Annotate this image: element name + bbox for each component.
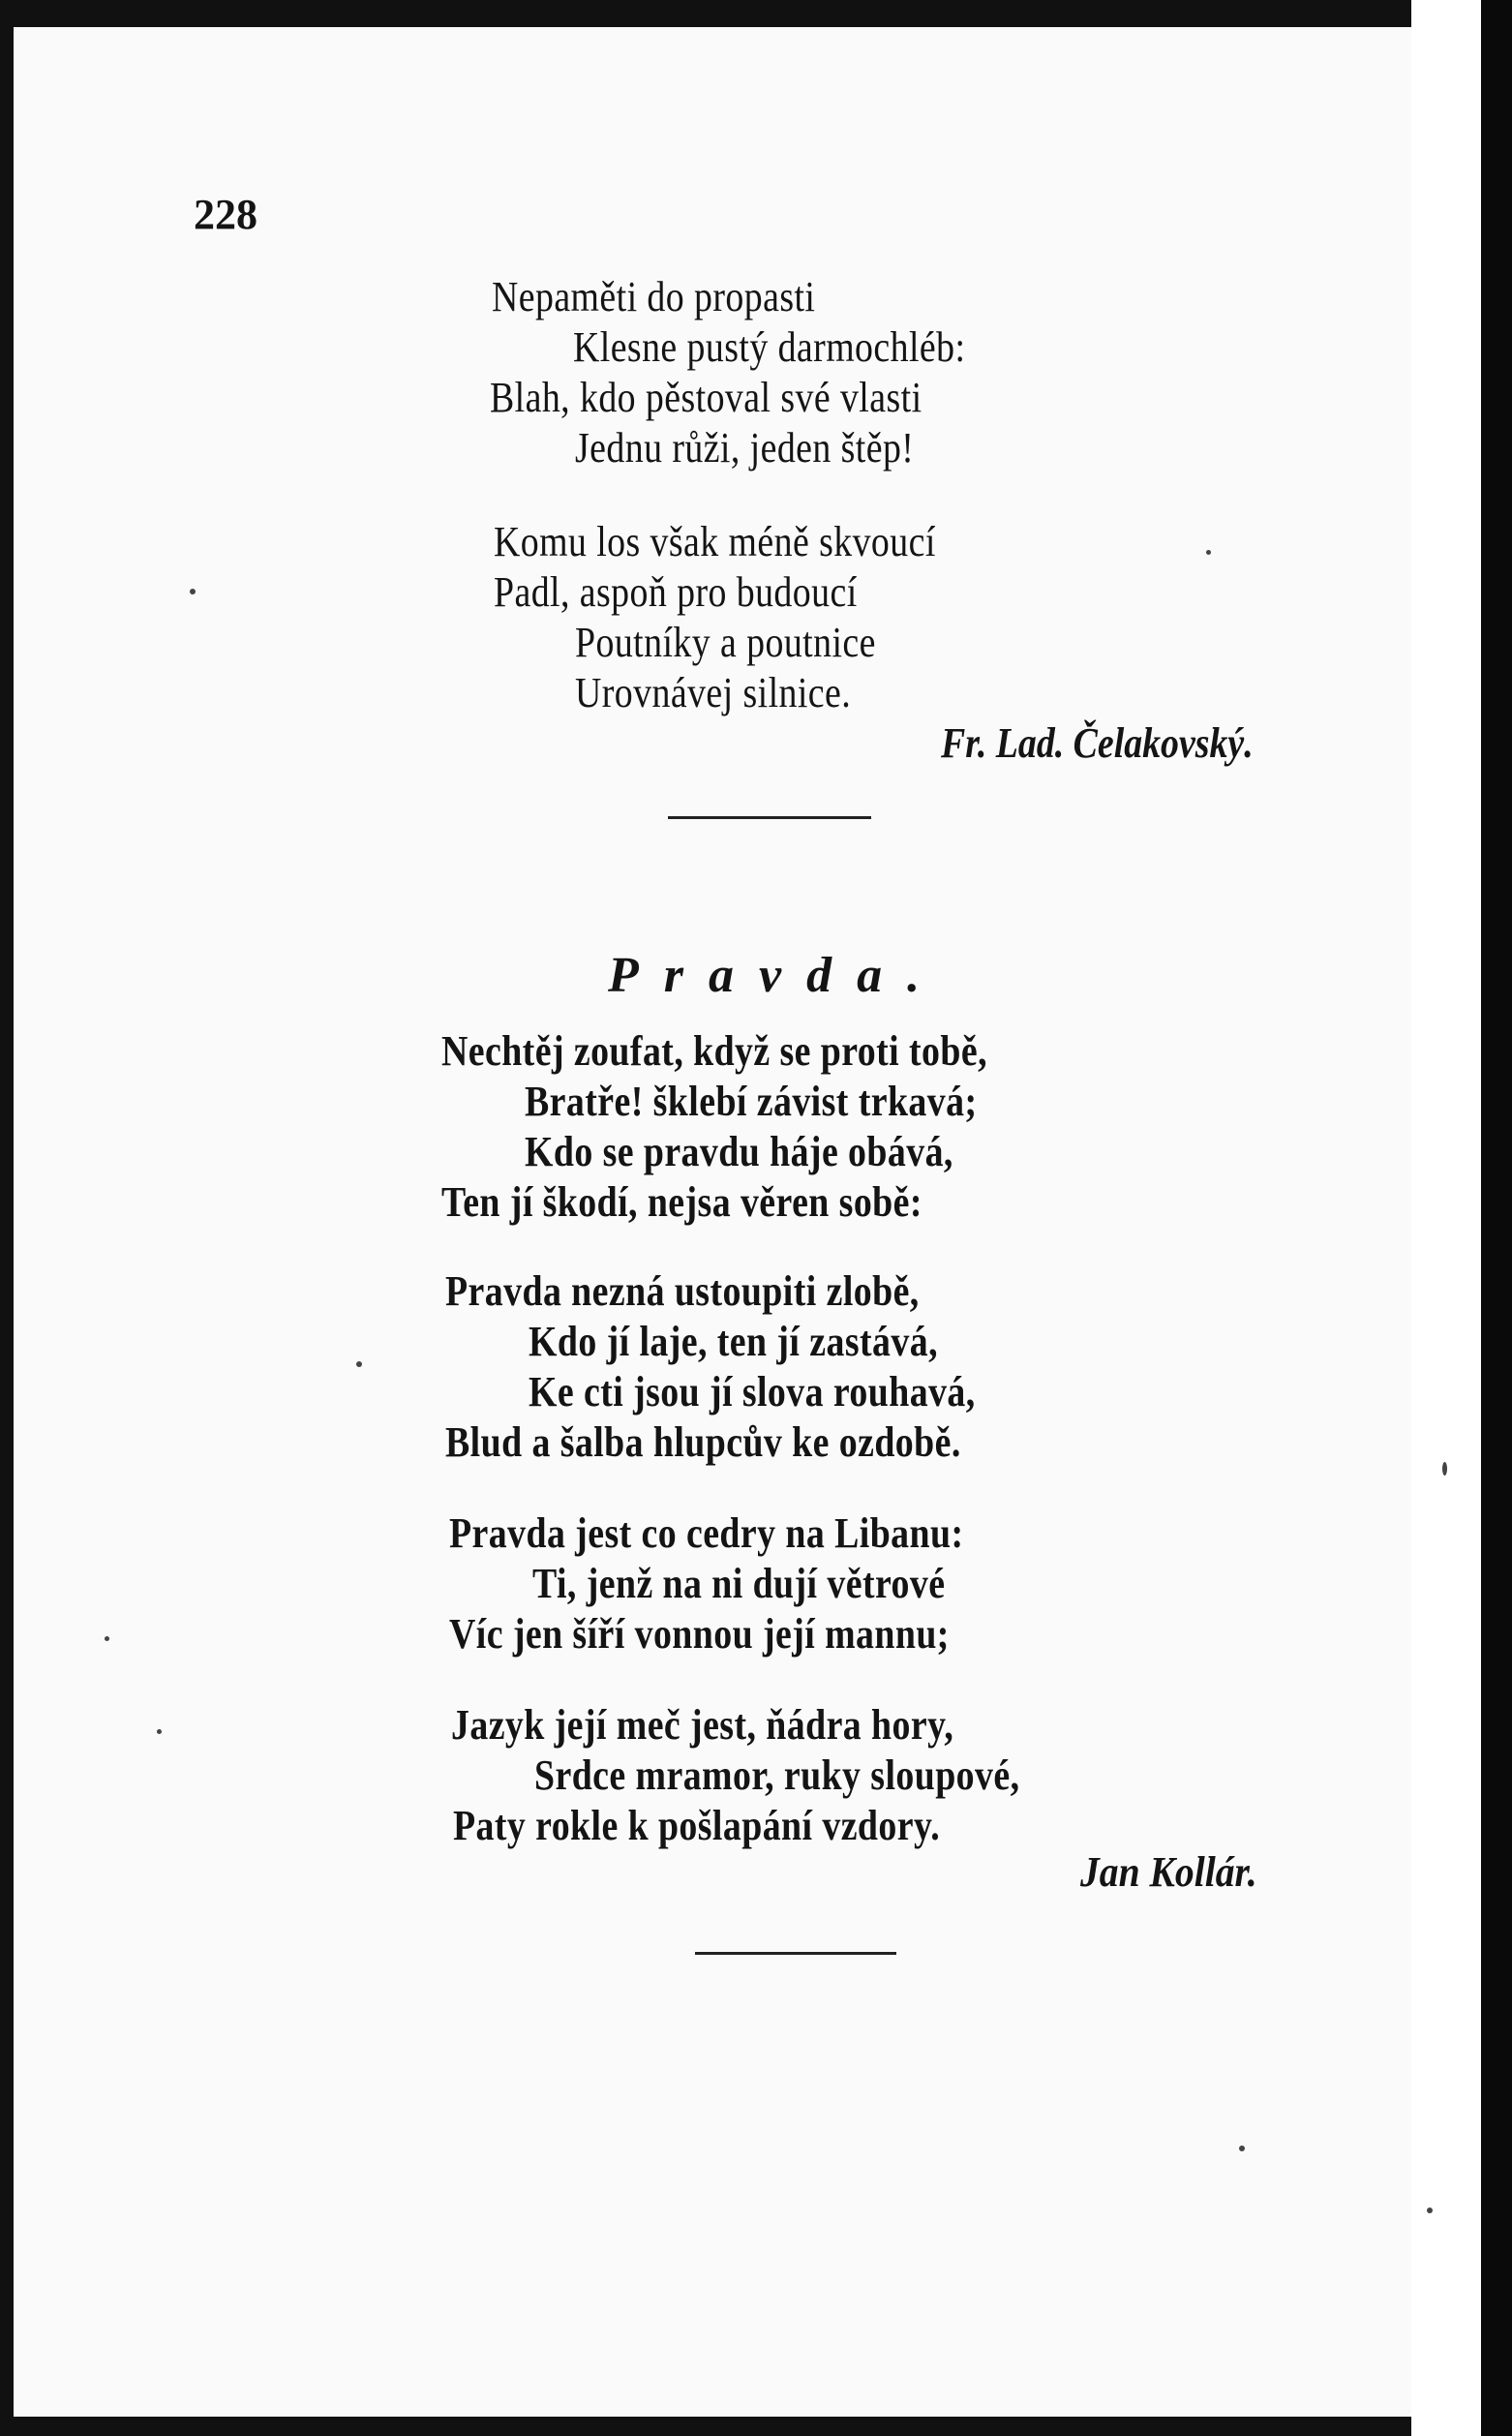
poem2-line-9: Pravda jest co cedry na Libanu: bbox=[449, 1509, 964, 1557]
poem2-author: Jan Kollár. bbox=[1080, 1848, 1257, 1896]
poem2-line-14: Paty rokle k pošlapání vzdory. bbox=[453, 1802, 941, 1849]
poem1-line-2: Klesne pustý darmochléb: bbox=[573, 323, 966, 371]
poem2-line-11: Víc jen šíří vonnou její mannu; bbox=[449, 1610, 950, 1658]
poem1-line-8: Urovnávej silnice. bbox=[575, 669, 852, 716]
poem2-line-8: Blud a šalba hlupcův ke ozdobě. bbox=[445, 1418, 961, 1466]
poem2-title: Pravda. bbox=[608, 948, 946, 1003]
scan-speck bbox=[1442, 1462, 1447, 1476]
scan-speck bbox=[1206, 550, 1211, 555]
poem2-line-1: Nechtěj zoufat, když se proti tobě, bbox=[441, 1027, 987, 1075]
poem2-line-12: Jazyk její meč jest, ňádra hory, bbox=[451, 1701, 954, 1749]
scan-speck bbox=[190, 589, 196, 594]
scan-speck bbox=[157, 1729, 162, 1734]
poem1-line-7: Poutníky a poutnice bbox=[575, 619, 876, 666]
poem2-line-13: Srdce mramor, ruky sloupové, bbox=[534, 1751, 1020, 1799]
poem1-line-5: Komu los však méně skvoucí bbox=[494, 518, 936, 565]
poem1-line-6: Padl, aspoň pro budoucí bbox=[494, 568, 858, 616]
poem2-line-5: Pravda nezná ustoupiti zlobě, bbox=[445, 1267, 920, 1315]
poem2-line-4: Ten jí škodí, nejsa věren sobě: bbox=[441, 1178, 922, 1226]
scan-speck bbox=[1239, 2146, 1245, 2151]
end-rule bbox=[695, 1952, 896, 1955]
poem1-line-3: Blah, kdo pěstoval své vlasti bbox=[490, 374, 922, 421]
poem1-line-4: Jednu růži, jeden štěp! bbox=[575, 424, 915, 472]
scan-speck bbox=[356, 1361, 362, 1367]
scan-speck bbox=[105, 1636, 109, 1641]
poem2-line-7: Ke cti jsou jí slova rouhavá, bbox=[529, 1368, 976, 1416]
poem2-line-3: Kdo se pravdu háje obává, bbox=[525, 1128, 953, 1175]
poem2-line-10: Ti, jenž na ni dují větrové bbox=[532, 1560, 946, 1607]
poem2-line-6: Kdo jí laje, ten jí zastává, bbox=[529, 1318, 938, 1365]
scan-speck bbox=[1427, 2208, 1433, 2213]
poem1-author: Fr. Lad. Čelakovský. bbox=[941, 719, 1254, 767]
poem2-line-2: Bratře! šklebí závist trkavá; bbox=[525, 1078, 978, 1125]
page-number: 228 bbox=[194, 191, 257, 238]
separator-rule bbox=[668, 816, 871, 819]
scan-border bbox=[1481, 0, 1512, 2436]
poem1-line-1: Nepaměti do propasti bbox=[492, 273, 816, 320]
